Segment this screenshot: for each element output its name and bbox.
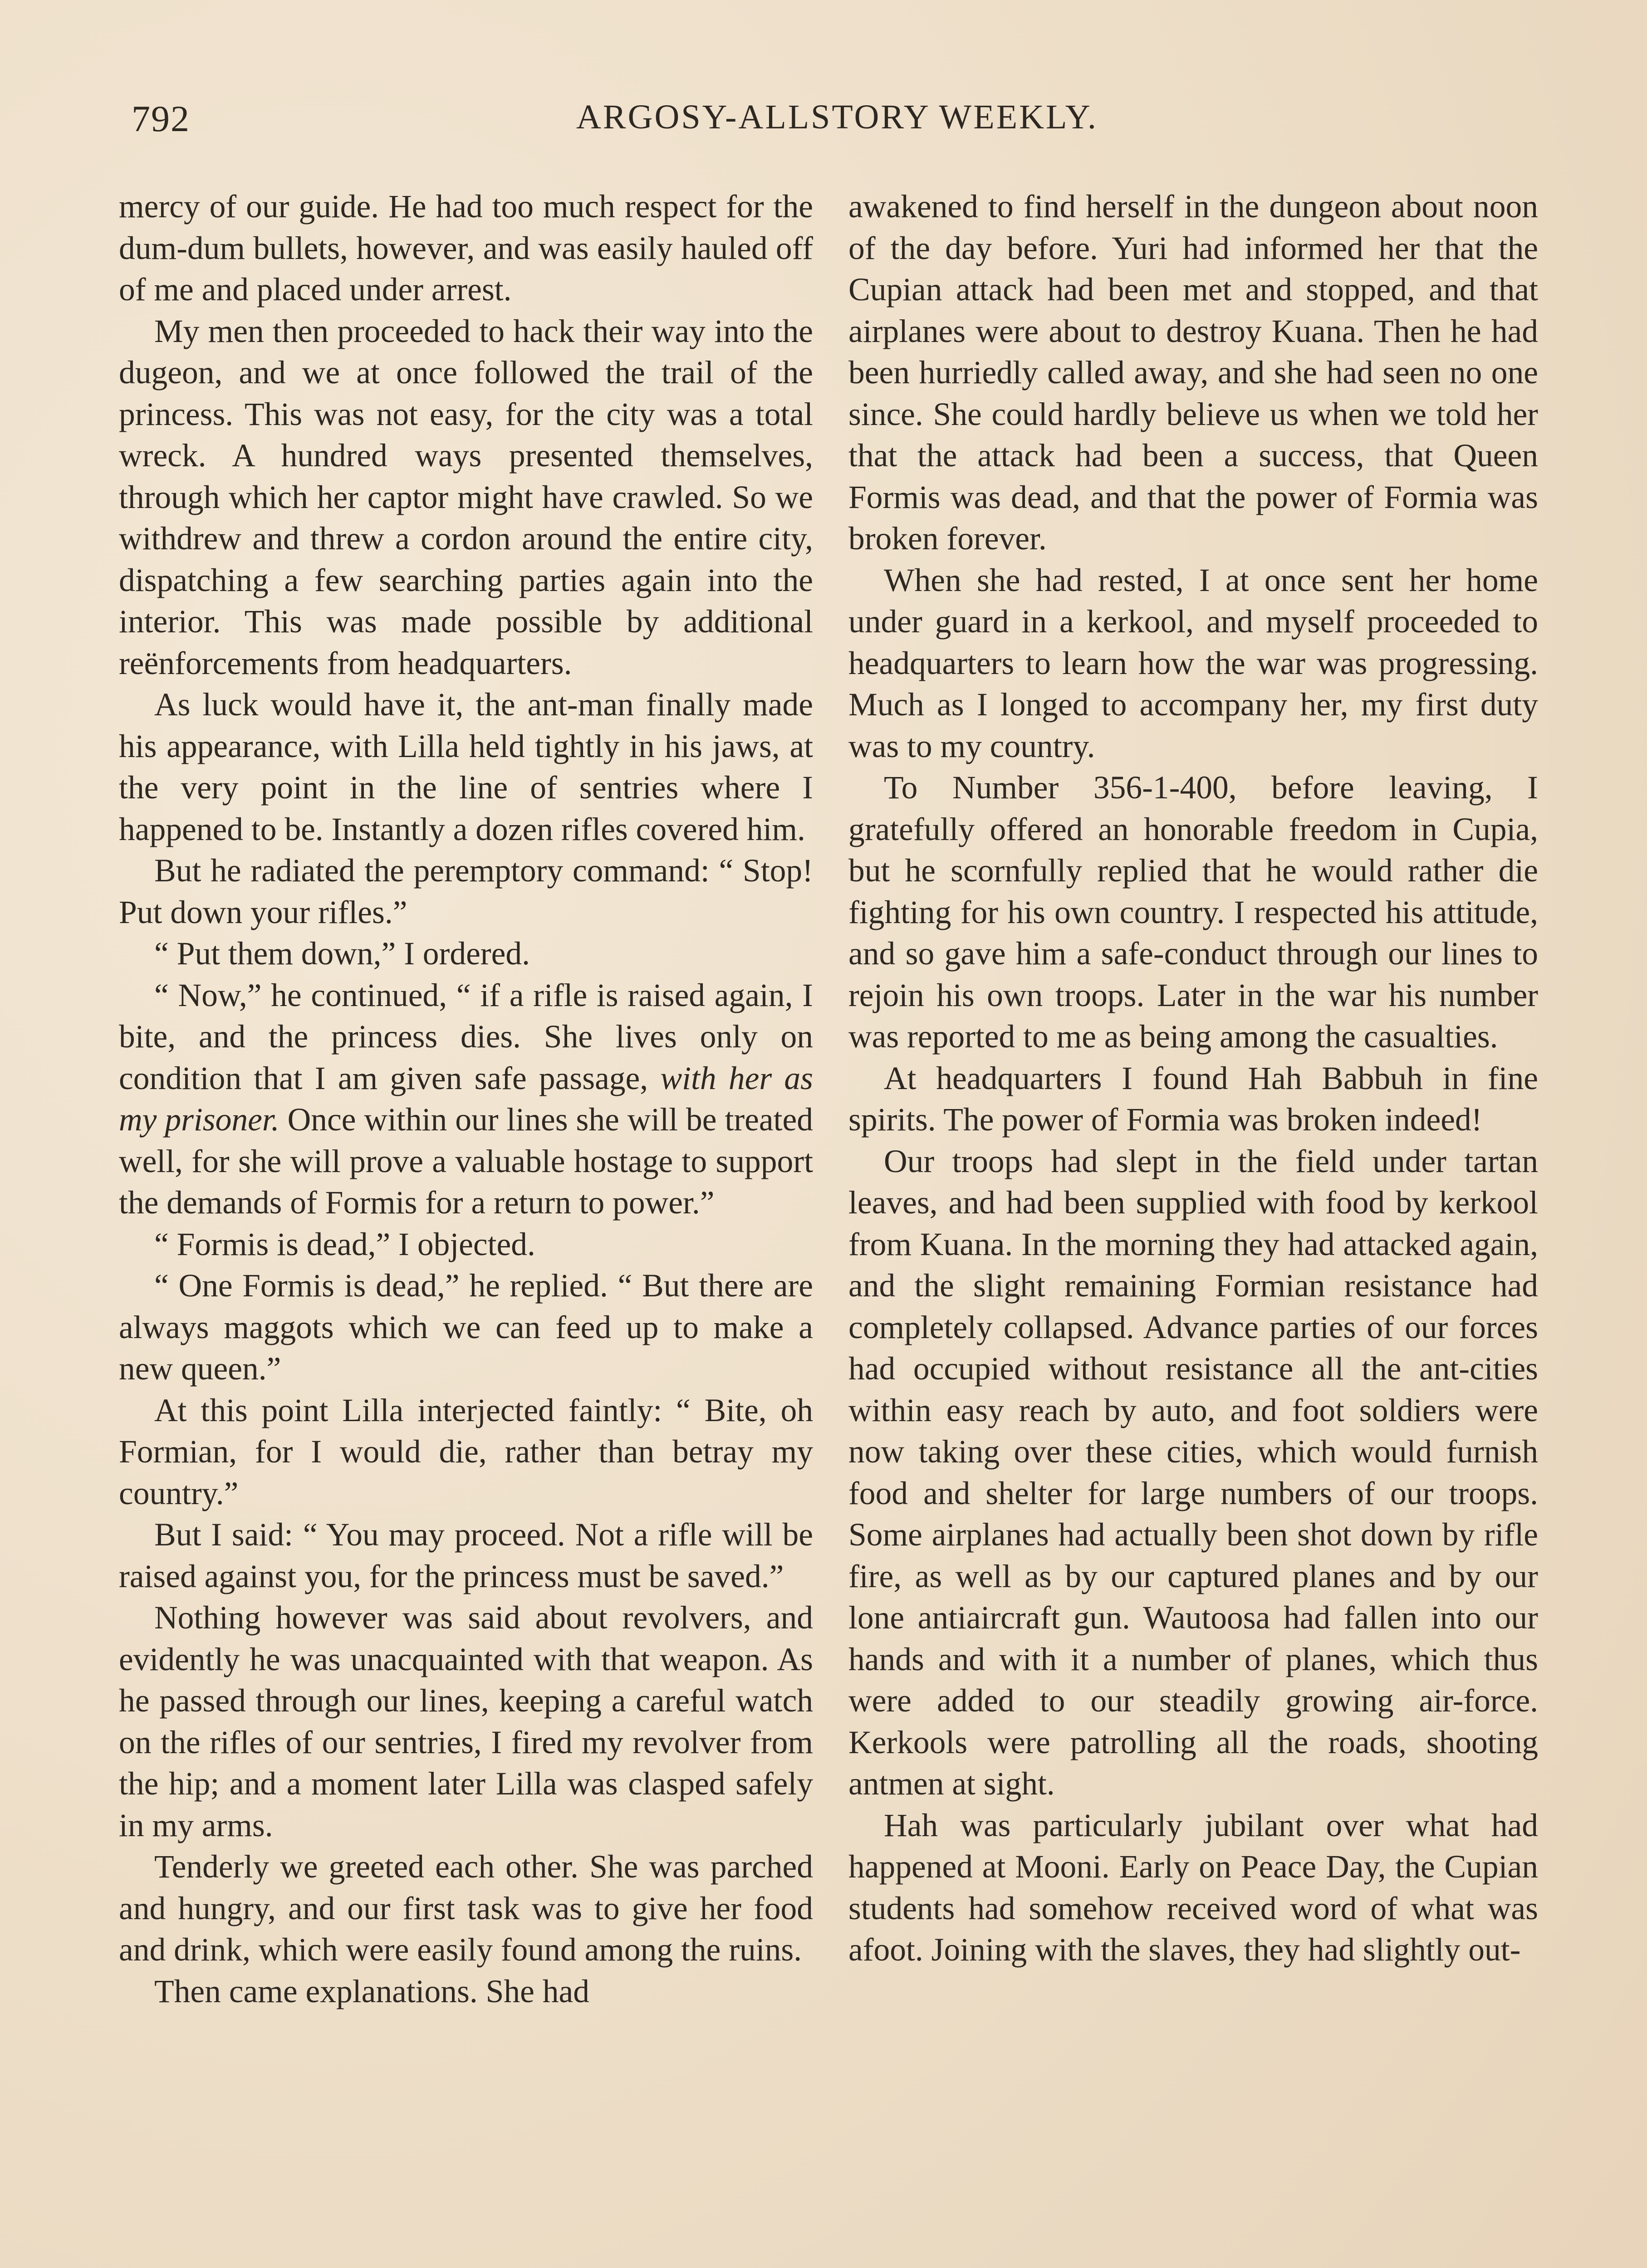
paragraph: But I said: “ You may proceed. Not a rifle will be raised against you, for the princess must be saved.” [119, 1517, 813, 1594]
right-column [848, 186, 1538, 1971]
paragraph: Nothing however was said about revolvers, and evidently he was unacquainted with that weapon. As he passed through our lines, keeping a careful watch on the rifles of our sentries, I fired my revolver from the hip; and a moment later Lilla was clasped safely in my arms. [119, 1600, 813, 1843]
paragraph: At this point Lilla interjected faintly: “ Bite, oh Formian, for I would die, rather than betray my country.” [119, 1392, 813, 1511]
paragraph: mercy of our guide. He had too much respect for the dum-dum bullets, however, and was easily hauled off of me and placed under arrest. [119, 189, 813, 308]
paragraph: Tenderly we greeted each other. She was parched and hungry, and our first task was to give her food and drink, which were easily found among the ruins. [119, 1849, 813, 1968]
paragraph: “ Formis is dead,” I objected. [154, 1226, 535, 1262]
page-number: 792 [132, 98, 190, 139]
paragraph: At headquarters I found Hah Babbuh in fine spirits. The power of Formia was broken indeed! [848, 1060, 1538, 1138]
paragraph: Our troops had slept in the field under tartan leaves, and had been supplied with food by kerkool from Kuana. In the morning they had attacked again, and the slight remaining Formian resistance had completely collapsed. Advance parties of our forces had occupied without resistance all the ant-cities within easy reach by auto, and foot soldiers were now taking over these cities, which would furnish food and shelter for large numbers of our troops. Some airplanes had actually been shot down by rifle fire, as well as by our captured planes and by our lone antiaircraft gun. Wautoosa had fallen into our hands and with it a number of planes, which thus were added to our steadily growing air-force. Kerkools were patrolling all the roads, shooting antmen at sight. [848, 1143, 1538, 1802]
paragraph: awakened to find herself in the dungeon about noon of the day before. Yuri had informed her that the Cupian attack had been met and stopped, and that airplanes were about to destroy Kuana. Then he had been hurriedly called away, and she had seen no one since. She could hardly believe us when we told her that the attack had been a success, that Queen Formis was dead, and that the power of Formia was broken forever. [848, 189, 1538, 557]
paragraph: As luck would have it, the ant-man finally made his appearance, with Lilla held tightly in his jaws, at the very point in the line of sentries where I happened to be. Instantly a dozen rifles covered him. [119, 687, 813, 847]
paragraph: Then came explanations. She had [154, 1973, 589, 2009]
paragraph-text: Once within our lines she will be treated well, for she will prove a valuable hostage to support the demands of Formis for a return to power.” [119, 1102, 813, 1221]
paragraph [119, 975, 813, 1224]
paragraph: To Number 356-1-400, before leaving, I gratefully offered an honorable freedom in Cupia, but he scornfully replied that he would rather die fighting for his own country. I respected his attitude, and so gave him a safe-conduct through our lines to rejoin his own troops. Later in the war his number was reported to me as being among the casualties. [848, 770, 1538, 1055]
paragraph: “ One Formis is dead,” he replied. “ But there are always maggots which we can feed up to make a new queen.” [119, 1268, 813, 1387]
paragraph: But he radiated the peremptory command: “ Stop! Put down your rifles.” [119, 853, 813, 930]
paragraph: “ Put them down,” I ordered. [154, 936, 530, 972]
italic-text: with her as my prisoner. [119, 1060, 813, 1138]
paragraph-text: “ Now,” he continued, “ if a rifle is raised again, I bite, and the princess dies. She lives only on condition that I am given safe passage, [119, 977, 813, 1096]
paragraph: When she had rested, I at once sent her home under guard in a kerkool, and myself proceeded to headquarters to learn how the war was progressing. Much as I longed to accompany her, my first duty was to my country. [848, 562, 1538, 764]
left-column [119, 186, 813, 2012]
paragraph: My men then proceeded to hack their way into the dugeon, and we at once followed the trail of the princess. This was not easy, for the city was a total wreck. A hundred ways presented themselves, through which her captor might have crawled. So we withdrew and threw a cordon around the entire city, dispatching a few searching parties again into the interior. This was made possible by additional reënforcements from headquarters. [119, 313, 813, 681]
running-head: ARGOSY-ALLSTORY WEEKLY. [576, 98, 1098, 136]
paragraph: Hah was particularly jubilant over what had happened at Mooni. Early on Peace Day, the Cupian students had somehow received word of what was afoot. Joining with the slaves, they had slightly out- [848, 1807, 1538, 1968]
page-header [132, 98, 1543, 152]
